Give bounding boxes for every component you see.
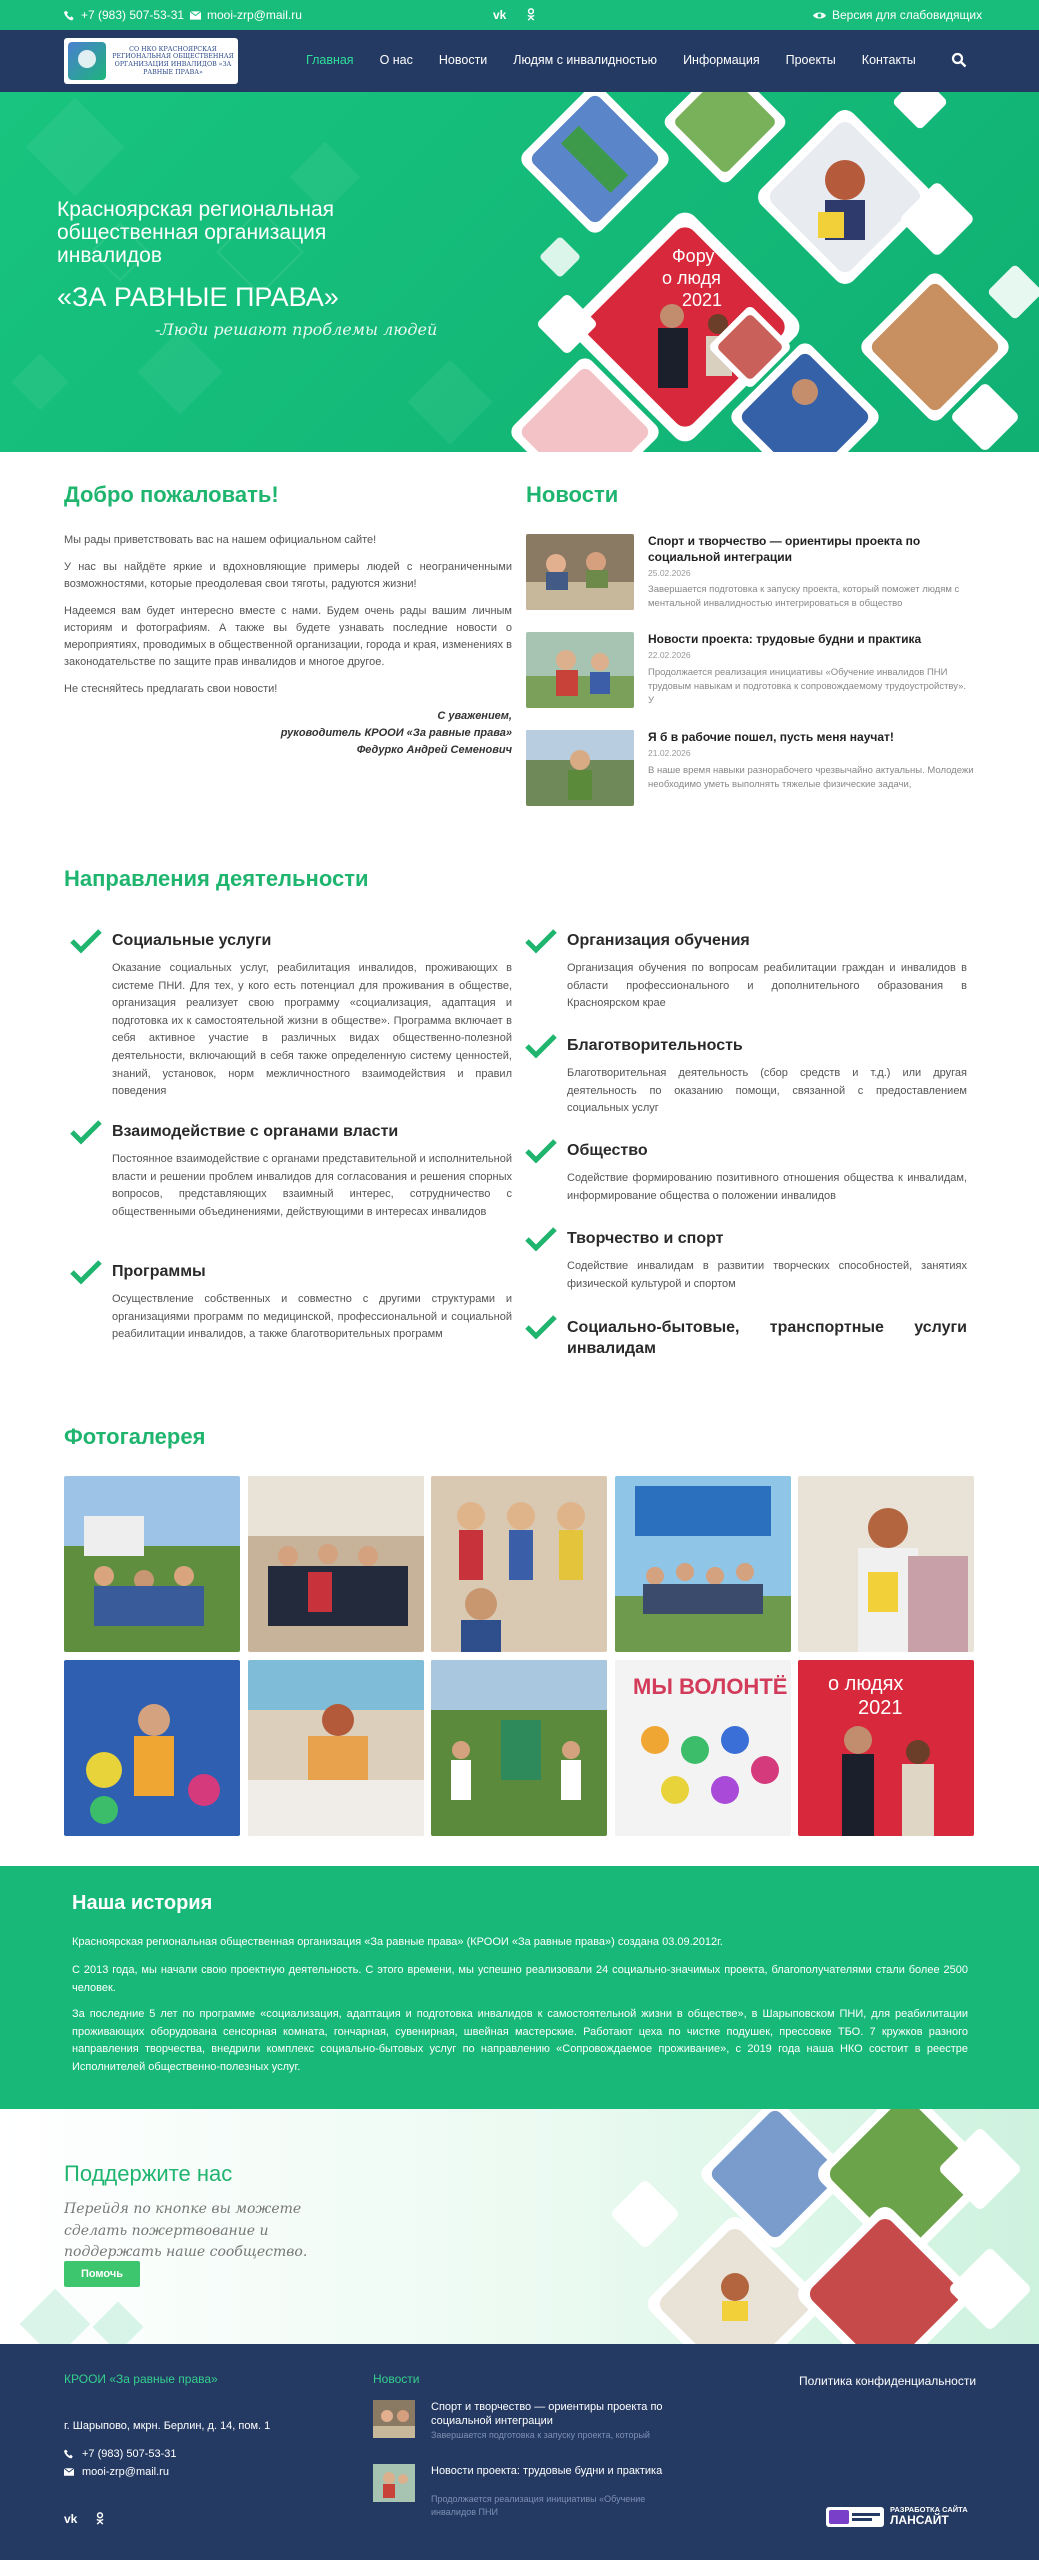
footer-news-thumbnail[interactable] <box>373 2464 415 2502</box>
footer-news-title[interactable]: Спорт и творчество — ориентиры проекта по социальной интеграции <box>431 2401 663 2428</box>
check-icon <box>525 928 557 954</box>
directions-heading: Направления деятельности <box>64 866 369 891</box>
site-logo[interactable] <box>64 38 238 84</box>
accessibility-text: Версия для слабовидящих <box>832 8 983 22</box>
gallery-heading: Фотогалерея <box>64 1424 206 1449</box>
main-nav <box>0 30 1039 92</box>
footer-news-thumbnail[interactable] <box>373 2400 415 2438</box>
mail-icon <box>190 11 201 20</box>
direction-block <box>567 1142 967 1205</box>
hero-banner <box>0 92 1039 452</box>
svg-text:МЫ ВОЛОНТЁ: МЫ ВОЛОНТЁ <box>633 1674 788 1699</box>
menu-item-contacts[interactable]: Контакты <box>861 53 916 67</box>
direction-text: Содействие инвалидам в развитии творческих способностей, занятиях физической культурой и спортом <box>567 1260 967 1290</box>
phone-icon <box>64 2449 74 2459</box>
direction-text: Благотворительная деятельность (сбор средств и т.д.) или другая деятельность по оказанию помощи, связанной с предоставлением социальных услуг <box>567 1067 967 1115</box>
signature-line: руководитель КРООИ «За равные права» <box>280 727 512 740</box>
gallery-photo[interactable] <box>798 1660 974 1836</box>
history-paragraph: С 2013 года, мы начали свою проектную деятельность. С этого времени, мы успешно реализовали 24 социально-значимых проекта, благополучателями стали более 2500 человек. <box>72 1964 968 1994</box>
news-thumbnail[interactable] <box>526 534 634 610</box>
svg-text:2021: 2021 <box>682 290 723 310</box>
direction-block <box>112 1263 512 1344</box>
welcome-paragraph: Не стесняйтесь предлагать свои новости! <box>64 683 278 696</box>
footer-phone-text: +7 (983) 507-53-31 <box>82 2448 177 2460</box>
news-date: 21.02.2026 <box>648 748 691 758</box>
hero-photo-caption: Фору <box>672 246 715 266</box>
footer-address: г. Шарыпово, мкрн. Берлин, д. 14, пом. 1 <box>64 2420 271 2432</box>
top-bar <box>0 0 1039 30</box>
footer-news-item[interactable] <box>373 2400 673 2452</box>
history-heading: Наша история <box>72 1892 213 1914</box>
direction-title: Социально-бытовые, транспортные услуги инвалидам <box>567 1319 967 1357</box>
footer-vk-icon[interactable]: vk <box>64 2512 78 2526</box>
direction-text: Осуществление собственных и совместно с другими структурами и организациями программ по медицинской, профессиональной и социальной реабилитации инвалидов, а также благотворительных программ <box>112 1293 512 1341</box>
developer-logo-icon <box>826 2507 884 2527</box>
logo-emblem <box>68 42 106 80</box>
donate-button[interactable]: Помочь <box>64 2261 140 2287</box>
gallery-photo[interactable] <box>248 1476 424 1652</box>
svg-text:о людях: о людях <box>828 1673 904 1695</box>
logo-text: СО НКО КРАСНОЯРСКАЯ РЕГИОНАЛЬНАЯ ОБЩЕСТВЕННАЯ ОРГАНИЗАЦИЯ ИНВАЛИДОВ «ЗА РАВНЫЕ ПРАВА» <box>112 45 234 76</box>
footer-odnoklassniki-icon[interactable] <box>95 2512 105 2525</box>
developer-name: ЛАНСАЙТ <box>890 2513 949 2528</box>
check-icon <box>70 1259 102 1285</box>
news-excerpt: В наше время навыки разнорабочего чрезвычайно актуальны. Молодежи необходимо уметь выполнять тяжелые физические задачи, <box>648 765 974 790</box>
check-icon <box>525 1033 557 1059</box>
direction-block <box>112 1123 512 1221</box>
news-date: 25.02.2026 <box>648 568 691 578</box>
footer-news-title[interactable]: Новости проекта: трудовые будни и практика <box>431 2465 663 2477</box>
gallery-photo[interactable] <box>431 1476 607 1652</box>
check-icon <box>70 928 102 954</box>
direction-title: Организация обучения <box>567 932 750 949</box>
footer-email[interactable] <box>64 2466 169 2478</box>
hero-collage <box>507 92 1039 452</box>
direction-text: Содействие формированию позитивного отношения общества к инвалидам, информирование общества о положении инвалидов <box>567 1172 967 1202</box>
footer-news-excerpt: Продолжается реализация инициативы «Обучение инвалидов ПНИ <box>431 2494 646 2517</box>
topbar-phone[interactable] <box>64 8 184 22</box>
gallery-photo[interactable] <box>615 1476 791 1652</box>
news-item[interactable] <box>526 632 974 712</box>
menu <box>306 53 942 67</box>
footer-org-name: КРООИ «За равные права» <box>64 2372 218 2386</box>
signature-line: С уважением, <box>437 710 512 723</box>
direction-title: Общество <box>567 1142 648 1159</box>
direction-title: Взаимодействие с органами власти <box>112 1123 399 1140</box>
gallery-photo[interactable] <box>248 1660 424 1836</box>
welcome-heading: Добро пожаловать! <box>64 482 279 507</box>
gallery-photo[interactable] <box>798 1476 974 1652</box>
hero-subtitle: -Люди решают проблемы людей <box>155 320 438 339</box>
welcome-paragraph: Надеемся вам будет интересно вместе с нами. Будем очень рады вашим личным историям и фотографиям. А также вы будете узнавать последние новости о мероприятиях, проводимых в общественной организации, города и края, изменениях в законодательстве по защите прав инвалидов и многое другое. <box>64 605 512 669</box>
svg-text:2021: 2021 <box>858 1697 903 1719</box>
menu-item-news[interactable]: Новости <box>438 53 488 67</box>
footer-news-excerpt: Завершается подготовка к запуску проекта, который <box>431 2430 650 2440</box>
odnoklassniki-icon[interactable] <box>526 8 536 21</box>
menu-item-disability[interactable]: Людям с инвалидностью <box>513 53 658 67</box>
footer-news-heading: Новости <box>373 2372 420 2386</box>
privacy-policy-link[interactable]: Политика конфиденциальности <box>799 2374 977 2388</box>
menu-item-about[interactable]: О нас <box>379 53 413 67</box>
direction-block <box>567 932 967 1013</box>
hero-title: Красноярская региональная общественная организация инвалидов <box>57 198 334 268</box>
accessibility-link[interactable] <box>813 8 982 22</box>
hero-slogan: «ЗА РАВНЫЕ ПРАВА» <box>57 282 339 312</box>
direction-block <box>567 1230 967 1293</box>
vk-icon[interactable]: vk <box>493 8 507 22</box>
direction-title: Программы <box>112 1263 206 1280</box>
eye-icon <box>813 11 826 20</box>
gallery-photo[interactable] <box>431 1660 607 1836</box>
direction-title: Социальные услуги <box>112 932 272 949</box>
developer-badge[interactable] <box>826 2506 968 2527</box>
direction-block <box>567 1318 967 1370</box>
history-paragraph: Красноярская региональная общественная организация «За равные права» (КРООИ «За равные права») создана 03.09.2012г. <box>72 1936 723 1948</box>
footer-phone[interactable] <box>64 2448 176 2460</box>
footer-news-item[interactable] <box>373 2464 673 2516</box>
developer-label: РАЗРАБОТКА САЙТА <box>890 2505 968 2514</box>
direction-text: Организация обучения по вопросам реабилитации граждан и инвалидов в области профессионального и дополнительного образования в Красноярском крае <box>567 962 967 1010</box>
news-excerpt: Продолжается реализация инициативы «Обучение инвалидов ПНИ трудовым навыкам и подготовка к сопровождаемому трудоустройству». У <box>648 667 967 706</box>
mail-icon <box>64 2468 74 2476</box>
footer <box>0 2344 1039 2560</box>
footer-email-text: mooi-zrp@mail.ru <box>82 2466 169 2478</box>
direction-block <box>112 932 512 1101</box>
welcome-text <box>64 532 512 760</box>
menu-item-home[interactable]: Главная <box>306 53 354 67</box>
check-icon <box>70 1119 102 1145</box>
news-item[interactable] <box>526 534 974 614</box>
check-icon <box>525 1226 557 1252</box>
topbar-email[interactable] <box>190 8 302 22</box>
direction-block <box>567 1037 967 1118</box>
gallery-photo[interactable] <box>64 1476 240 1652</box>
support-subtitle: Перейдя по кнопке вы можете сделать пожертвование и поддержать наше сообщество. <box>64 2201 308 2261</box>
direction-text: Оказание социальных услуг, реабилитация инвалидов, проживающих в системе ПНИ. Для тех, у кого есть потенциал для проживания в обществе, организация реализует свою программу «социализация, адаптация и подготовка их к самостоятельной жизни в обществе». Программа включает в себя активное участие в различных видах общественно-полезной деятельности, включающий в себя также определенную систему ценностей, знаний, установок, норм межличностного взаимодействия и правил поведения <box>112 962 512 1098</box>
svg-text:о людя: о людя <box>662 268 721 288</box>
history-section <box>0 1866 1039 2109</box>
news-title[interactable]: Новости проекта: трудовые будни и практика <box>648 632 922 646</box>
phone-icon <box>64 10 75 21</box>
signature-line: Федурко Андрей Семенович <box>356 744 512 757</box>
news-thumbnail[interactable] <box>526 632 634 708</box>
email-text: mooi-zrp@mail.ru <box>207 8 302 22</box>
menu-item-projects[interactable]: Проекты <box>785 53 836 67</box>
gallery-photo[interactable] <box>64 1660 240 1836</box>
direction-text: Постоянное взаимодействие с органами представительной и исполнительной власти и решении проблем инвалидов для согласования и решения спорных вопросов, представляющих взаимный интерес, сотрудничество с общественными объединениями, действующими в интересах инвалидов <box>112 1153 513 1218</box>
direction-title: Творчество и спорт <box>567 1230 724 1247</box>
support-heading: Поддержите нас <box>64 2161 233 2186</box>
search-icon[interactable] <box>951 52 967 68</box>
check-icon <box>525 1314 557 1340</box>
direction-title: Благотворительность <box>567 1037 743 1054</box>
welcome-paragraph: У нас вы найдёте яркие и вдохновляющие примеры людей с неограниченными возможностями, которые преодолевая свои тяготы, радуются жизни! <box>64 561 512 591</box>
news-heading: Новости <box>526 482 619 507</box>
phone-text: +7 (983) 507-53-31 <box>81 8 185 22</box>
history-paragraph: За последние 5 лет по программе «социализация, адаптация и подготовка инвалидов к самостоятельной жизни в обществе», в Шарыповском ПНИ, для реабилитации проживающих оборудована сенсорная комната, гончарная, сувенирная, швейная мастерские. Работают цеха по чистке подушек, прессовке ТБО. 7 кружков разного направления творчества, внедрили комплекс социально-бытовых услуг по направлению «Сопровождаемое проживание», с 2019 года наша НКО состоит в реестре Исполнителей общественно-полезных услуг. <box>72 2008 968 2073</box>
support-section <box>0 2109 1039 2344</box>
news-item[interactable] <box>526 730 974 810</box>
hero-pattern <box>0 92 1039 452</box>
news-thumbnail[interactable] <box>526 730 634 806</box>
news-date: 22.02.2026 <box>648 650 691 660</box>
menu-item-info[interactable]: Информация <box>683 53 760 67</box>
news-title[interactable]: Я б в рабочие пошел, пусть меня научат! <box>648 730 894 744</box>
check-icon <box>525 1138 557 1164</box>
gallery-photo[interactable] <box>615 1660 791 1836</box>
signature <box>64 708 512 759</box>
news-title[interactable]: Спорт и творчество — ориентиры проекта по социальной интеграции <box>648 534 921 564</box>
news-excerpt: Завершается подготовка к запуску проекта, который поможет людям с ментальной инвалидностью интегрироваться в общество <box>648 584 960 609</box>
welcome-paragraph: Мы рады приветствовать вас на нашем официальном сайте! <box>64 534 377 546</box>
